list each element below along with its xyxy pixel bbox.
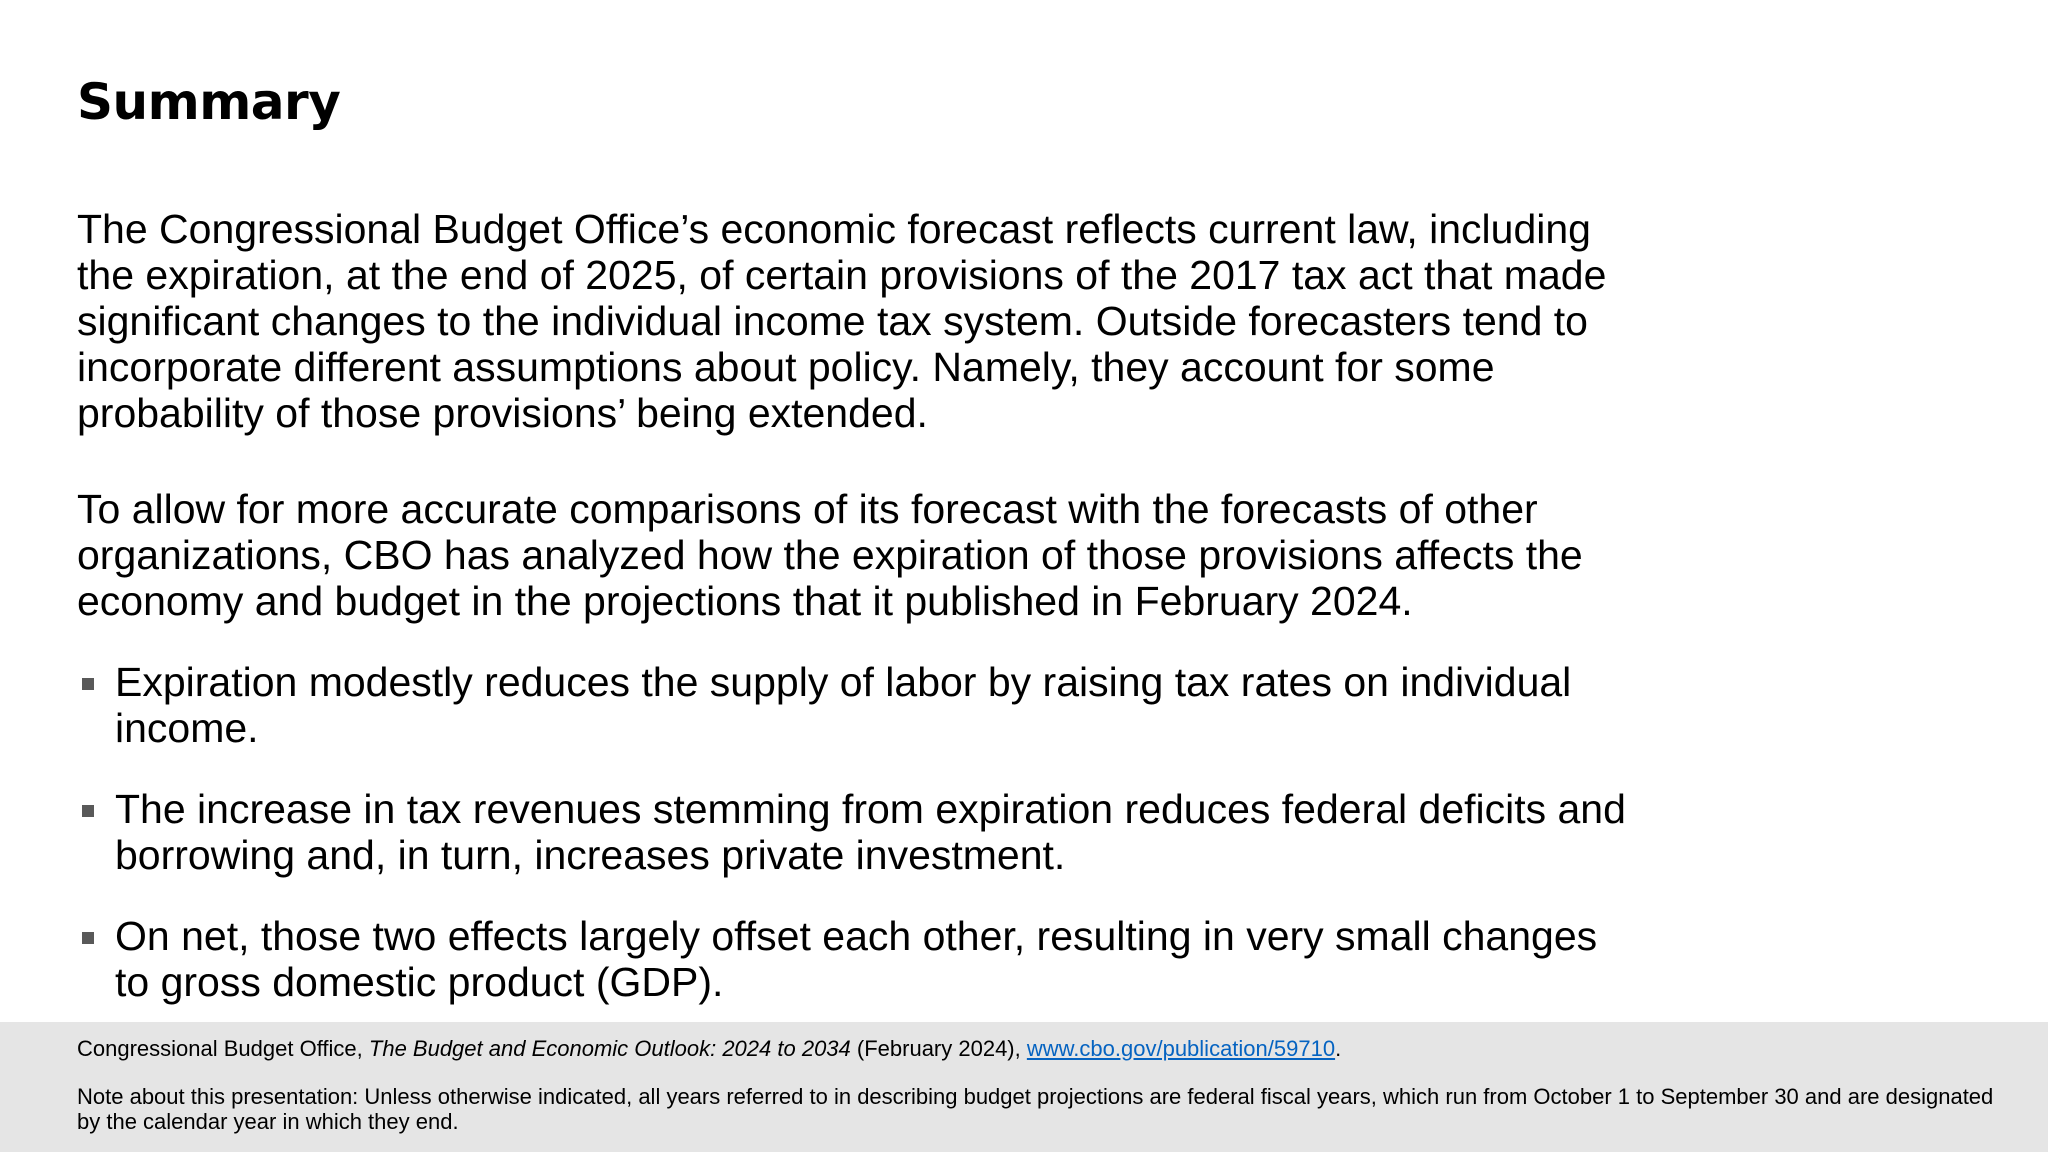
intro-paragraph: The Congressional Budget Office’s economic forecast reflects current law, including the expiration, at the end of 2025, of certain provisions of the 2017 tax act that made significant changes to the individual income tax system. Outside forecasters tend to incorporate different assumptions about policy. Namely, they account for some probability of those provisions’ being extended.: [77, 206, 1607, 436]
bullet-text: The increase in tax revenues stemming from expiration reduces federal deficits and borrowing and, in turn, increases private investment.: [115, 786, 1626, 878]
square-bullet-icon: [82, 678, 94, 690]
source-publisher: Congressional Budget Office,: [77, 1036, 369, 1061]
list-item: [77, 659, 1637, 751]
square-bullet-icon: [82, 932, 94, 944]
source-citation: [77, 1036, 1341, 1062]
source-link[interactable]: www.cbo.gov/publication/59710: [1026, 1036, 1336, 1061]
square-bullet-icon: [82, 805, 94, 817]
bullet-text: Expiration modestly reduces the supply of labor by raising tax rates on individual income.: [115, 659, 1572, 751]
slide-footer: [0, 1022, 2048, 1152]
list-item: [77, 913, 1637, 1005]
bullet-text: On net, those two effects largely offset each other, resulting in very small changes to gross domestic product (GDP).: [115, 913, 1598, 1005]
slide-title: Summary: [77, 73, 341, 131]
source-title: The Budget and Economic Outlook: 2024 to 2034: [368, 1036, 851, 1061]
source-period: .: [1335, 1036, 1342, 1061]
slide-body: [77, 206, 1637, 1005]
source-date: (February 2024),: [850, 1036, 1027, 1061]
list-item: [77, 786, 1637, 878]
findings-list: [77, 659, 1637, 1005]
presentation-note: Note about this presentation: Unless otherwise indicated, all years referred to in describing budget projections are federal fiscal years, which run from October 1 to September 30 and are designated by the calendar year in which they end.: [77, 1084, 1994, 1134]
analysis-paragraph: To allow for more accurate comparisons of its forecast with the forecasts of other organizations, CBO has analyzed how the expiration of those provisions affects the economy and budget in the projections that it published in February 2024.: [77, 486, 1583, 624]
